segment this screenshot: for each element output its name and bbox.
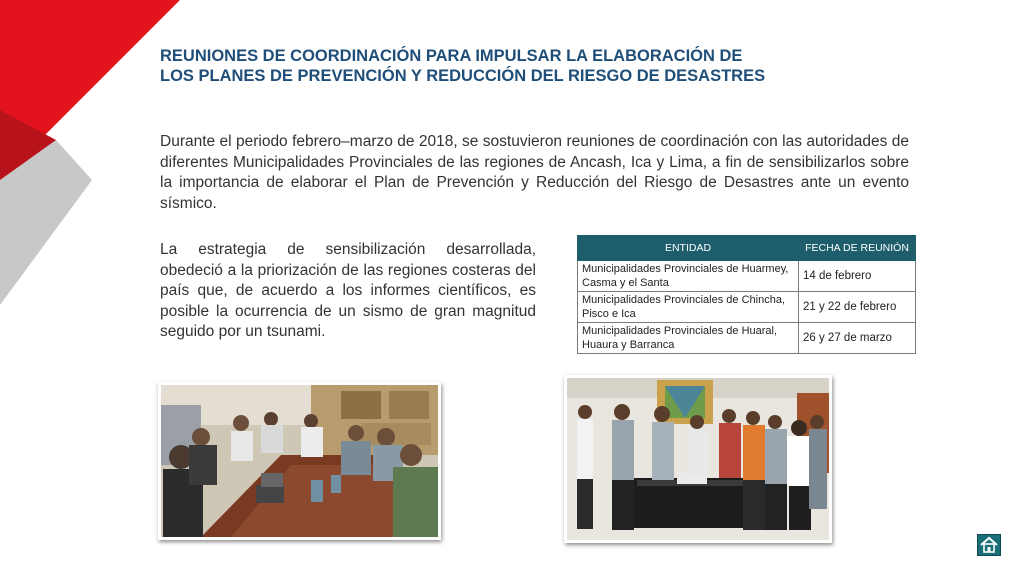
page-title bbox=[160, 46, 880, 86]
home-icon bbox=[978, 535, 1000, 555]
table-row bbox=[578, 323, 916, 354]
table-header-row bbox=[578, 236, 916, 261]
group-photo bbox=[564, 375, 832, 543]
date-cell: 26 y 27 de marzo bbox=[799, 323, 916, 354]
strategy-paragraph: La estrategia de sensibilización desarrollada, obedeció a la priorización de las regiones costeras del país que, de acuerdo a los informes científicos, es posible la ocurrencia de un sismo de gran magnitud seguido por un tsunami. bbox=[160, 241, 536, 340]
table-row bbox=[578, 261, 916, 292]
date-cell: 14 de febrero bbox=[799, 261, 916, 292]
intro-paragraph: Durante el periodo febrero–marzo de 2018, se sostuvieron reuniones de coordinación con las autoridades de diferentes Municipalidades Provinciales de las regiones de Ancash, Ica y Lima, a fin de sensibilizarlos sobre la importancia de elaborar el Plan de Prevención y Reducción del Riesgo de Desastres ante un evento sísmico. bbox=[160, 133, 909, 212]
entity-cell: Municipalidades Provinciales de Huarmey, Casma y el Santa bbox=[578, 261, 799, 292]
home-button[interactable] bbox=[977, 534, 1001, 556]
title-line-2: LOS PLANES DE PREVENCIÓN Y REDUCCIÓN DEL RIESGO DE DESASTRES bbox=[160, 67, 766, 85]
table-row bbox=[578, 292, 916, 323]
entity-cell: Municipalidades Provinciales de Huaral, Huaura y Barranca bbox=[578, 323, 799, 354]
entity-cell: Municipalidades Provinciales de Chincha, Pisco e Ica bbox=[578, 292, 799, 323]
title-line-1: REUNIONES DE COORDINACIÓN PARA IMPULSAR LA ELABORACIÓN DE bbox=[160, 47, 743, 65]
meeting-photo bbox=[158, 382, 441, 540]
date-cell: 21 y 22 de febrero bbox=[799, 292, 916, 323]
column-header-entidad: ENTIDAD bbox=[578, 236, 799, 261]
column-header-fecha: FECHA DE REUNIÓN bbox=[799, 236, 916, 261]
meetings-table bbox=[577, 235, 916, 354]
